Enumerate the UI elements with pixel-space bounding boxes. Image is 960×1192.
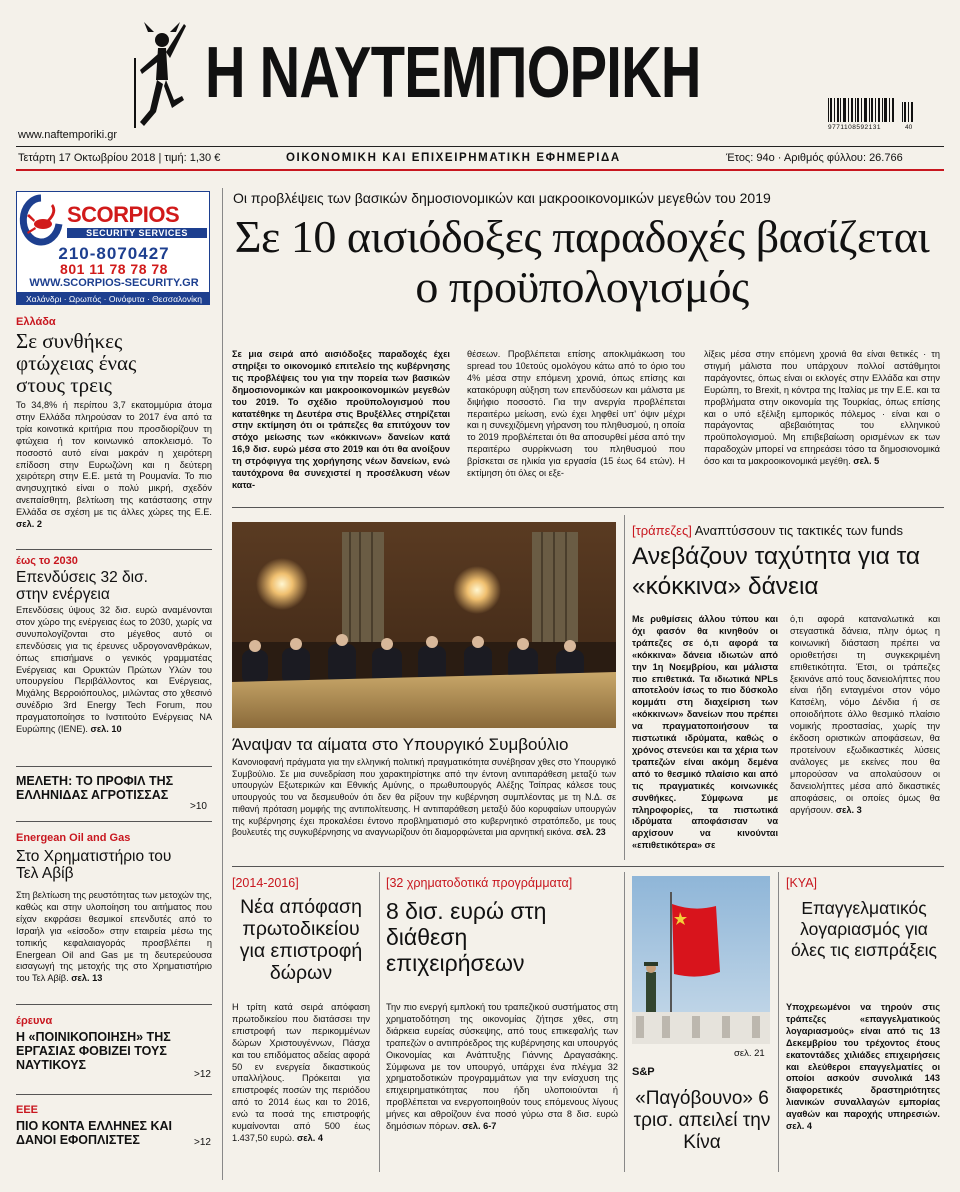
cabinet-headline[interactable]: Άναψαν τα αίματα στο Υπουργικό Συμβούλιο — [232, 735, 569, 754]
lead-col-2: θέσεων. Προβλέπεται επίσης αποκλιμάκωση του spread του 10ετούς ομολόγου κάτω από το όριο του 4% μέσα στην επόμενη χρονιά, όπως επίσης και κατακόρυφη αύξηση των επενδύσεων και μάλιστα με διψήφιο ποσοστό. Για την ανεργία προβλέπεται περαιτέρω μείωση, ενώ έχει ληφθεί υπ' όψιν μέχρι και η συνεχιζόμενη γήρανση του πληθυσμού, η οποία το 2019 προβλέπεται ότι θα αποσυρθεί μέσα από την περαιτέρω συρρίκνωση του πληθυσμού που βρίσκεται σε ηλικία για εργασία (15 έως 64 ετών). Η εκτίμηση ότι όλες οι εξε- — [467, 349, 685, 479]
research-page-ref[interactable]: >12 — [194, 1069, 211, 1080]
masthead-top-rule — [16, 146, 944, 147]
column-divider — [624, 872, 625, 1172]
ad-subtitle: SECURITY SERVICES — [67, 228, 207, 238]
research-tag: έρευνα — [16, 1015, 53, 1027]
kya-headline[interactable]: Επαγγελματικός λογαριασμός για όλες τις εισπράξεις — [791, 898, 937, 960]
energean-headline[interactable]: Στο Χρηματιστήριο του Τελ Αβίβ — [16, 848, 172, 882]
divider — [16, 1094, 212, 1095]
tagline: ΟΙΚΟΝΟΜΙΚΗ ΚΑΙ ΕΠΙΧΕΙΡΗΜΑΤΙΚΗ ΕΦΗΜΕΡΙΔΑ — [286, 152, 621, 164]
cabinet-meeting-photo — [232, 522, 616, 728]
study-page-ref[interactable]: >10 — [190, 801, 207, 812]
ad-areas: Χαλάνδρι · Ωρωπός · Οινόφυτα · Θεσσαλονίκη — [17, 292, 210, 305]
energy-body: Επενδύσεις ύψους 32 δισ. ευρώ αναμένονται στον χώρο της ενέργειας έως το 2030, χωρίς να συνυπολογίζονται στο μέγεθος αυτό οι επενδύσεις για τις έρευνες υδρογονανθράκων, όπως επισήμανε ο γενικός γραμματέας Ενέργειας και Ορυκτών Πρώτων Υλών του υπουργείου Περιβάλλοντος και Ενέργειας, Μιχάλης Βερροιόπουλος, μιλώντας στο χθεσινό συνέδριο 3rd Energy Tech Forum, που πραγματοποίησε το Ινστιτούτο Ενέργειας ΝΑ Ευρώπης (ΙΕΝΕ). σελ. 10 — [16, 605, 212, 735]
energean-body: Στη βελτίωση της ρευστότητας των μετοχών της, καθώς και στην υλοποίηση του αιτήματος που είχαν εκφράσει θεσμικοί επενδυτές από το Ισραήλ για «είσοδο» στην εταιρεία μέσω της τοπικής κεφαλαιαγοράς προσβλέπει η Energean Oil and Gas με τη δευτερεύουσα εισαγωγή της μετοχής της στο Χρηματιστήριο του Τελ Αβίβ. σελ. 13 — [16, 890, 212, 984]
sidebar-divider — [222, 188, 223, 1180]
greece-tag: Ελλάδα — [16, 316, 56, 328]
banks-page-ref: σελ. 3 — [835, 804, 862, 815]
divider — [16, 821, 212, 822]
banks-col-1: Με ρυθμίσεις άλλου τύπου και όχι φασόν θα κινηθούν οι τράπεζες σε ό,τι αφορά τα «κόκκινα» δάνεια ιδιωτών από την 1η Νοεμβρίου, και μάλιστα πιο επιθετικά. Τα ιδιωτικά NPLs αποτελούν ίσως το πιο δύσκολο κομμάτι στη διαχείριση των «κόκκινων» δανείων που πρέπει να πραγματοποιήσουν τα πιστωτικά ιδρύματα, καθώς ο χρόνος στενεύει και τα χέρια των τραπεζών είναι ακόμη δεμένα από το θεσμικό πλαίσιο και από τις πραγματικές κοινωνικές συνθήκες. Σύμφωνα με πληροφορίες, τα πιστωτικά ιδρύματα αποφάσισαν να αρχίσουν να κινούνται «επιθετικότερα» σε — [632, 614, 778, 851]
energy-tag: έως το 2030 — [16, 555, 78, 567]
date-price: Τετάρτη 17 Οκτωβρίου 2018 | τιμή: 1,30 € — [18, 152, 221, 164]
eee-headline[interactable]: ΠΙΟ ΚΟΝΤΑ ΕΛΛΗΝΕΣ ΚΑΙ ΔΑΝΟΙ ΕΦΟΠΛΙΣΤΕΣ — [16, 1119, 173, 1147]
china-flag-photo — [632, 876, 770, 1044]
lead-headline[interactable]: Σε 10 αισιόδοξες παραδοχές βασίζεται ο προϋπολογισμός — [234, 211, 930, 312]
research-headline[interactable]: Η «ΠΟΙΝΙΚΟΠΟΙΗΣΗ» ΤΗΣ ΕΡΓΑΣΙΑΣ ΦΟΒΙΖΕΙ ΤΟΥΣ ΝΑΥΤΙΚΟΥΣ — [16, 1030, 171, 1072]
scorpion-icon — [19, 194, 63, 248]
energy-page-ref: σελ. 10 — [90, 724, 122, 735]
issue-number: Έτος: 94ο · Αριθμός φύλλου: 26.766 — [726, 152, 903, 164]
lead-col-1: Σε μια σειρά από αισιόδοξες παραδοχές έχει στηρίξει το οικονομικό επιτελείο της κυβέρνησης τις προβλέψεις του για την πορεία των βασικών δημοσιονομικών και μακροοικονομικών μεγεθών του 2019. Το σχέδιο προϋπολογισμού που κατατέθηκε τη Δευτέρα στις Βρυξέλλες στηρίζεται στην εκτίμηση ότι οι τράπεζες θα επιτύχουν τον στόχο μείωσης των «κόκκινων» δανείων κατά 16,9 δισ. ευρώ μέσα στο 2019 και ότι θα ανοίξουν τη στρόφιγγα της χορήγησης νέων δανείων, ενώ ταυτόχρονα θα συνεχιστεί η προσέλκυση νέων κατα- — [232, 349, 450, 490]
scorpios-ad[interactable] — [16, 191, 210, 305]
banks-kicker-line — [632, 523, 903, 538]
hermes-logo-icon — [126, 18, 188, 136]
china-photo-page-ref[interactable]: σελ. 21 — [734, 1048, 765, 1059]
barcode-number: 9771108592131 — [828, 124, 882, 131]
ad-brand: SCORPIOS — [67, 202, 180, 227]
kya-tag: [ΚΥΑ] — [786, 876, 818, 890]
eee-page-ref[interactable]: >12 — [194, 1137, 211, 1148]
banks-col-2: ό,τι αφορά καταναλωτικά και στεγαστικά δάνεια, πλην όμως η κοινωνική διάσταση πρέπει να οριοθετήσει τη συγκεκριμένη επιθετικότητα. Έτσι, οι τράπεζες ξεκινάνε από τους δανειολήπτες που είναι ήδη ενταγμένοι στον νόμο Κατσέλη, νόμο Δένδια ή σε οποιοδήποτε άλλο θεσμικό πλαίσιο νομικής προστασίας, χωρίς την έκδοση οριστικών αποφάσεων, θα προτείνουν εξωδικαστικές λύσεις ανάλογες με εκείνες που θα μπορούσαν να απολαύσουν οι δανειολήπτες μέσα από δικαστικές αποφάσεις, οι οποίες όμως θα αργήσουν. σελ. 3 — [790, 614, 940, 815]
column-divider — [379, 872, 380, 1172]
divider — [232, 866, 944, 867]
finance-headline[interactable]: 8 δισ. ευρώ στη διάθεση επιχειρήσεων — [386, 898, 547, 976]
banks-tag: [τράπεζες] — [632, 523, 692, 538]
china-headline[interactable]: «Παγόβουνο» 6 τρισ. απειλεί την Κίνα — [633, 1088, 771, 1153]
energean-page-ref: σελ. 13 — [71, 973, 103, 984]
divider — [16, 766, 212, 767]
ad-phone-1: 210-8070427 — [58, 244, 170, 263]
kya-body: Υποχρεωμένοι να τηρούν στις τράπεζες «επαγγελματικούς λογαριασμούς» είναι από τις 13 Δεκεμβρίου του τρέχοντος έτους εκατοντάδες χιλιάδες επιχειρήσεις και ελεύθεροι επαγγελματίες οι οποίοι ασκούν συνολικά 143 διαφορετικές δραστηριότητες λιανικών συναλλαγών εμπορίας αγαθών και παροχής υπηρεσιών. σελ. 4 — [786, 1002, 940, 1132]
newspaper-title: Η ΝΑΥΤΕΜΠΟΡΙΚΗ — [205, 33, 701, 113]
china-tag: S&P — [632, 1066, 655, 1078]
banks-kicker: Αναπτύσσουν τις τακτικές των funds — [694, 523, 903, 538]
finance-page-ref: σελ. 6-7 — [462, 1121, 497, 1132]
banks-headline[interactable]: Ανεβάζουν ταχύτητα για τα «κόκκινα» δάνεια — [632, 543, 921, 600]
masthead-bottom-rule — [16, 169, 944, 171]
court-page-ref: σελ. 4 — [296, 1132, 323, 1143]
energean-tag: Energean Oil and Gas — [16, 832, 131, 844]
greece-body: Το 34,8% ή περίπου 3,7 εκατομμύρια άτομα στην Ελλάδα πληρούσαν το 2017 ένα από τα τρία κοινοτικά κριτήρια που προσδιορίζουν τη φτώχεια ή τον κοινωνικό αποκλεισμό. Το ποσοστό αυτό είναι μακράν η χειρότερη επίδοση στην Ευρωζώνη και η δεύτερη χειρότερη στην Ε.Ε. μετά τη Ρουμανία. Το πιο ανησυχητικό είναι ο πολύ μικρή, σχεδόν ανεπαίσθητη, βελτίωση της κατάστασης στην Ελλάδα σε σχέση με τις άλλες χώρες της Ε.Ε. σελ. 2 — [16, 400, 212, 530]
website-link[interactable]: www.naftemporiki.gr — [18, 129, 118, 141]
finance-tag: [32 χρηματοδοτικά προγράμματα] — [386, 876, 573, 890]
greece-headline[interactable]: Σε συνθήκες φτώχειας ένας στους τρεις — [16, 329, 137, 397]
column-divider — [624, 515, 625, 860]
energy-headline[interactable]: Επενδύσεις 32 δισ. στην ενέργεια — [16, 569, 148, 603]
kya-page-ref: σελ. 4 — [786, 1121, 812, 1132]
ad-url: WWW.SCORPIOS-SECURITY.GR — [29, 277, 199, 289]
lead-page-ref: σελ. 5 — [853, 456, 880, 467]
cabinet-page-ref: σελ. 23 — [575, 827, 606, 838]
lead-col-3: λίξεις μέσα στην επόμενη χρονιά θα είναι θετικές · τη στιγμή μάλιστα που υπάρχουν πολλοί αστάθμητοι παράγοντες, όπως είναι οι εκλογές στην Ελλάδα και στην Ευρώπη, το Brexit, η κόντρα της Ιταλίας με την Ε.Ε. και τα προβλήματα στην οικονομία της Τουρκίας, όπως επίσης και ο υπό εξέλιξη εμπορικός πόλεμος · είναι και ο παράγοντας αβεβαιότητας του ελληνικού προϋπολογισμού. Μη επιβεβαίωση ορισμένων εκ των παραδοχών μπορεί να επηρεάσει τόσο τα δημοσιονομικά όσο και τα μακροοικονομικά μεγέθη. σελ. 5 — [704, 349, 940, 467]
cabinet-body: Κανονιοφανή πράγματα για την ελληνική πολιτική πραγματικότητα συνέβησαν χθες στο Υπουργικό Συμβούλιο. Σε μια συνεδρίαση που χαρακτηρίστηκε από την έντονη αντιπαράθεση μεταξύ των υπουργών Εξωτερικών και Εθνικής Αμύνης, ο πρωθυπουργός Αλέξης Τσίπρας κάλεσε τους υπουργούς του να δεσμευθούν ότι δεν θα ρίξουν την κυβέρνηση συμπλέοντας με τη Ν.Δ. σε πιθανή πρόταση μομφής της αντιπολίτευσης. Η αντιπαράθεση μεταξύ δύο κορυφαίων υπουργών της κυβέρνησης έχει προκαλέσει έντονο προβληματισμό στο κυβερνητικό στρατόπεδο, με τους βουλευτές της συγκυβέρνησης να αναγνωρίζουν ότι διαμορφώνεται μια αρνητική εικόνα. σελ. 23 — [232, 757, 616, 838]
lead-kicker: Οι προβλέψεις των βασικών δημοσιονομικών και μακροοικονομικών μεγεθών του 2019 — [233, 190, 771, 206]
court-tag: [2014-2016] — [232, 876, 299, 890]
eee-tag: ΕΕΕ — [16, 1104, 39, 1116]
divider — [16, 1004, 212, 1005]
court-headline[interactable]: Νέα απόφαση πρωτοδικείου για επιστροφή δώρων — [239, 896, 363, 984]
study-headline[interactable]: ΜΕΛΕΤΗ: ΤΟ ΠΡΟΦΙΛ ΤΗΣ ΕΛΛΗΝΙΔΑΣ ΑΓΡΟΤΙΣΣΑΣ — [16, 774, 174, 802]
barcode-addon: 40 — [905, 124, 913, 131]
column-divider — [778, 872, 779, 1172]
ad-phone-2: 801 11 78 78 78 — [60, 261, 168, 277]
divider — [232, 507, 944, 508]
divider — [16, 549, 212, 550]
greece-page-ref: σελ. 2 — [16, 519, 42, 530]
court-body: Η τρίτη κατά σειρά απόφαση πρωτοδικείου που διατάσσει την επιστροφή των περικομμένων δώρων Χριστουγέννων, Πάσχα και του επιδόματος αδείας αφορά 50 εν ενεργεία δικαστικούς υπαλλήλους. Πρόκειται για επιστροφές ποσών της περιόδου από το 2014 έως και το 2016, ενώ τα ποσά της επιστροφής κυμαίνονται από 500 έως 1.437,50 ευρώ. σελ. 4 — [232, 1002, 370, 1143]
finance-body: Την πιο ενεργή εμπλοκή του τραπεζικού συστήματος στη χρηματοδότηση της οικονομίας ζήτησε χθες, στη διάρκεια ευρείας σύσκεψης, από τους επικεφαλής των τραπεζών ο αντιπρόεδρος της κυβέρνησης και υπουργός Οικονομίας και Ανάπτυξης Γιάννης Δραγασάκης. Σύμφωνα με τον υπουργό, υπάρχει ένα πλέγμα 32 χρηματοδοτικών προγραμμάτων για την ενίσχυση της επιχειρηματικότητας που ήδη υλοποιούνται ή προβλέπεται να ενεργοποιηθούν τους επόμενους λίγους μήνες και αθροίζουν ένα ποσό γύρω στα 8 δισ. ευρώ δημόσιων πόρων. σελ. 6-7 — [386, 1002, 618, 1132]
